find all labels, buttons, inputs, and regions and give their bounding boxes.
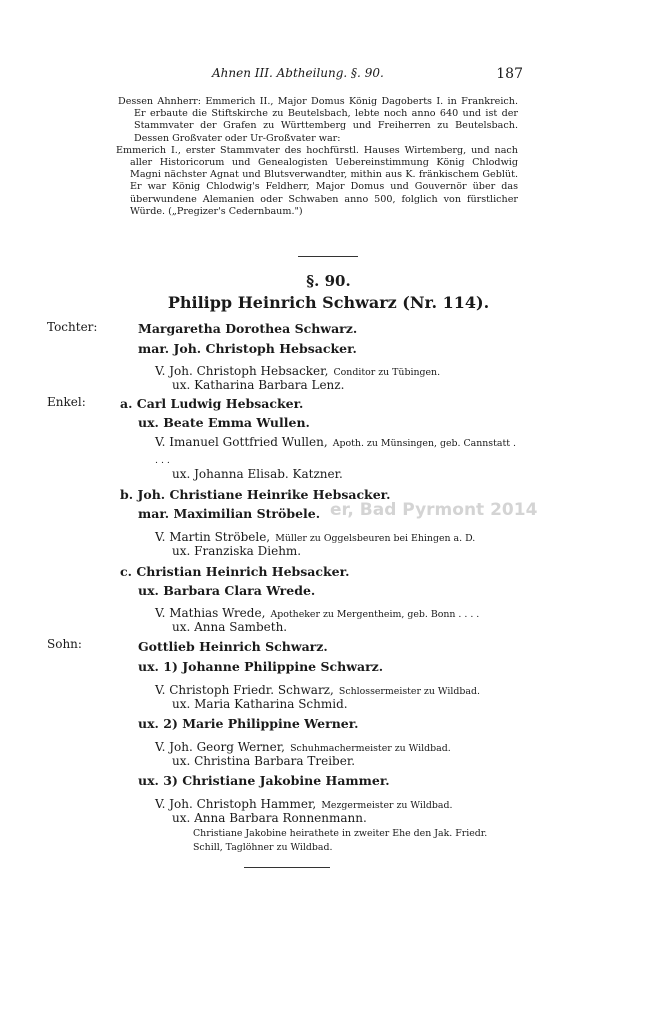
entry-line: ux. Beate Emma Wullen. [138,415,310,430]
entry-line: V. Mathias Wrede, Apotheker zu Mergentheim, geb. Bonn . . . . [155,606,480,620]
entry-line: V. Christoph Friedr. Schwarz, Schlossermeister zu Wildbad. [155,683,480,697]
label-enkel: Enkel: [47,395,86,409]
separator-rule-top [298,256,358,257]
entry-line: ux. 3) Christiane Jakobine Hammer. [138,773,390,788]
entry-line: Margaretha Dorothea Schwarz. [138,321,358,336]
running-header [0,66,657,84]
entry-line: ux. Franziska Diehm. [172,544,302,558]
entry-line: ux. Anna Barbara Ronnenmann. [172,811,367,825]
section-heading: Philipp Heinrich Schwarz (Nr. 114). [167,293,490,312]
entry-line: ux. Christina Barbara Treiber. [172,754,356,768]
label-tochter: Tochter: [47,320,98,334]
entry-line: ux. 1) Johanne Philippine Schwarz. [138,659,384,674]
watermark: er, Bad Pyrmont 2014 [330,500,538,520]
entry-line: Gottlieb Heinrich Schwarz. [138,639,328,654]
intro-text [118,96,518,218]
entry-line: V. Joh. Christoph Hebsacker, Conditor zu Tübingen. [155,364,441,378]
page-number: 187 [496,66,523,82]
intro-paragraph-1: Dessen Ahnherr: Emmerich II., Major Domus König Dagoberts I. in Frankreich. Er erbaute die Stiftskirche zu Beutelsbach, lebte noch anno 640 und ist der Stammvater der Grafen zu Württemberg und Freiherren zu Beutelsbach. Dessen Großvater oder Ur-Großvater war: [118,96,518,144]
separator-rule-bottom [244,867,330,868]
entry-line: ux. 2) Marie Philippine Werner. [138,716,359,731]
entry-line: V. Martin Ströbele, Müller zu Oggelsbeuren bei Ehingen a. D. [155,530,476,544]
entry-line: ux. Anna Sambeth. [172,620,288,634]
entry-line: c. Christian Heinrich Hebsacker. [120,564,350,579]
entry-line: b. Joh. Christiane Heinrike Hebsacker. [120,487,391,502]
running-title: Ahnen III. Abtheilung. §. 90. [212,66,384,80]
entry-line: a. Carl Ludwig Hebsacker. [120,396,304,411]
entry-line: mar. Joh. Christoph Hebsacker. [138,341,357,356]
label-sohn: Sohn: [47,637,82,651]
entry-line: ux. Barbara Clara Wrede. [138,583,316,598]
intro-paragraph-2: Emmerich I., erster Stammvater des hochfürstl. Hauses Wirtemberg, und nach aller Historicorum und Genealogisten Uebereinstimmung König Chlodwig Magni nächster Agnat und Blutsverwandter, mithin aus K. fränkischem Geblüt. Er war König Chlodwig's Feldherr, Major Domus und Gouvernör über das überwundene Alemanien oder Schwaben anno 500, folglich von fürstlicher Würde. („Pregizer's Cedernbaum.") [116,144,518,217]
entry-line: V. Joh. Georg Werner, Schuhmachermeister zu Wildbad. [155,740,451,754]
entry-line: ux. Katharina Barbara Lenz. [172,378,345,392]
entry-line: ux. Johanna Elisab. Katzner. [172,467,343,481]
footnote: Christiane Jakobine heirathete in zweiter Ehe den Jak. Friedr. Schill, Taglöhner zu Wildbad. [193,828,488,853]
entry-line: V. Imanuel Gottfried Wullen, Apoth. zu Münsingen, geb. Cannstatt . . . . [155,435,516,466]
section-number: §. 90. [306,272,351,290]
entry-line: V. Joh. Christoph Hammer, Mezgermeister zu Wildbad. [155,797,453,811]
entry-line: mar. Maximilian Ströbele. [138,506,321,521]
entry-line: ux. Maria Katharina Schmid. [172,697,348,711]
